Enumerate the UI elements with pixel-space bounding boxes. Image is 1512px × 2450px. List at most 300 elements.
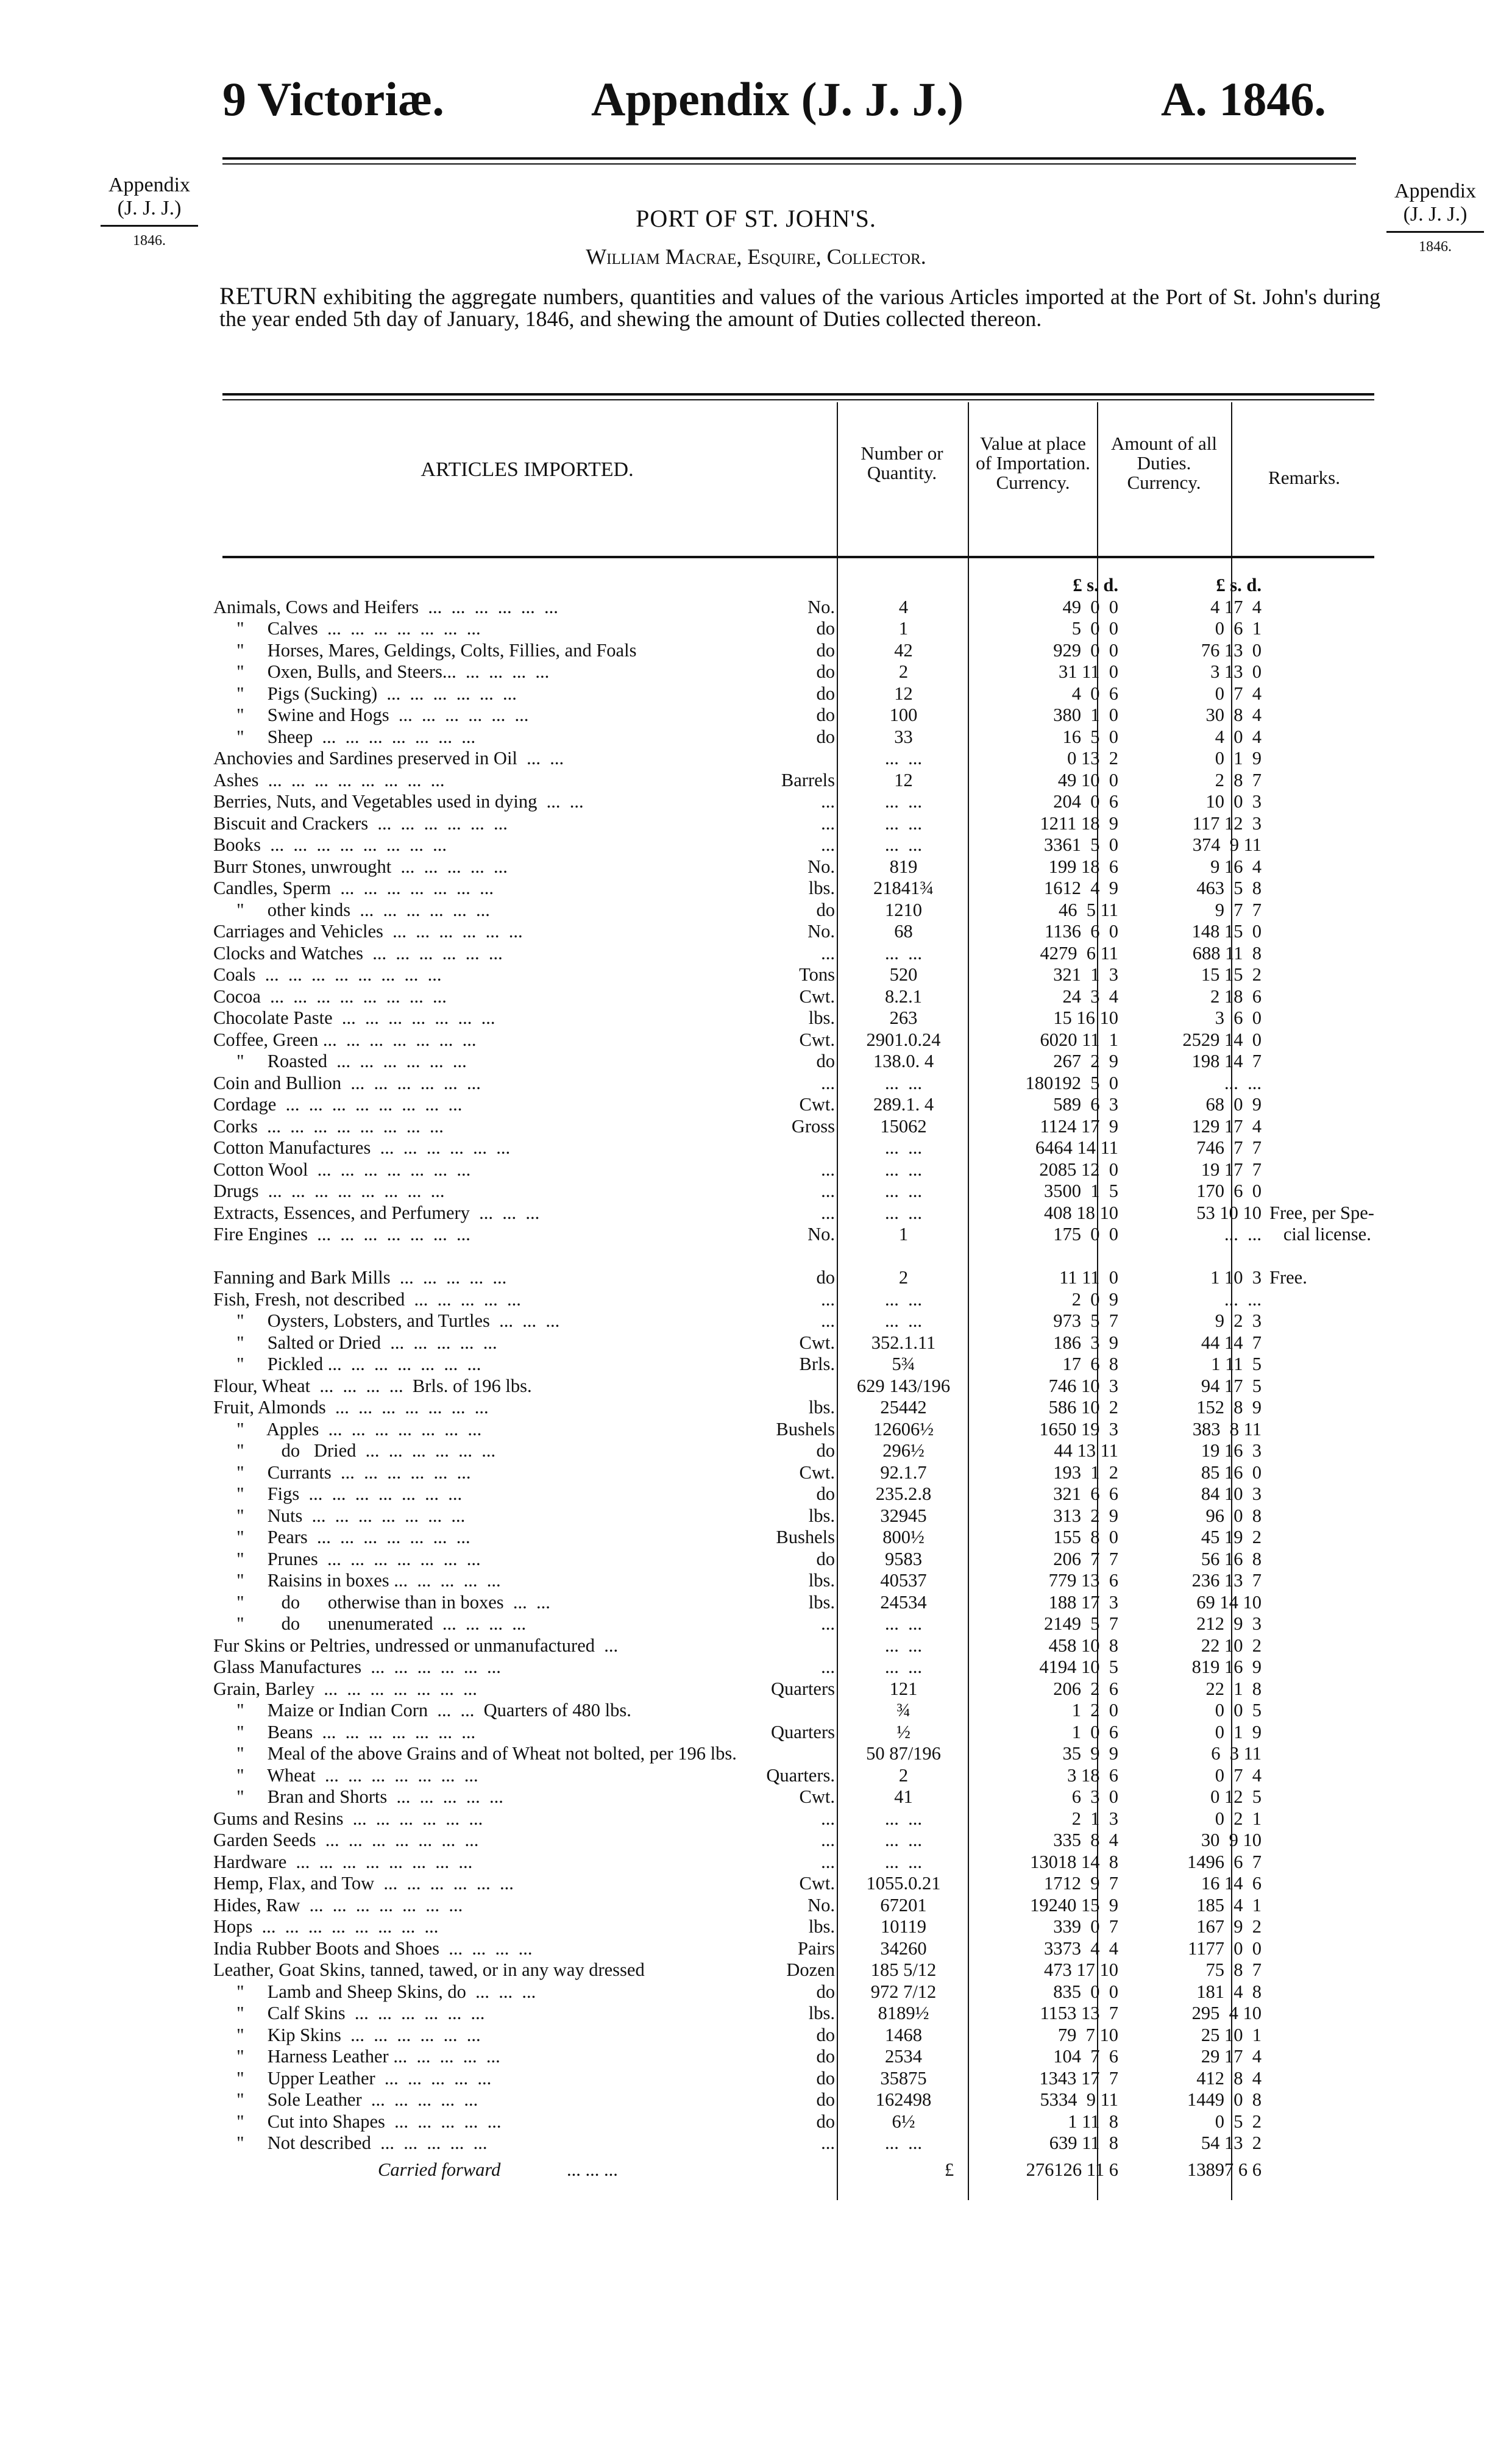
article-name: Hides, Raw ... ... ... ... ... ... ...: [213, 1894, 463, 1916]
article-name: " Apples ... ... ... ... ... ... ...: [213, 1418, 482, 1440]
article-quantity: 8.2.1: [885, 985, 922, 1007]
article-quantity: 6½: [892, 2111, 915, 2132]
table-row: [213, 1916, 1377, 1938]
article-duties: 0 1 9: [1215, 1721, 1262, 1742]
article-duties: 0 12 5: [1210, 1786, 1262, 1807]
article-unit: ...: [821, 1808, 835, 1829]
article-quantity: 352.1.11: [871, 1332, 936, 1353]
article-quantity: ... ...: [885, 1613, 922, 1634]
table-row: [213, 1678, 1377, 1700]
article-name: " Cut into Shapes ... ... ... ... ...: [213, 2111, 502, 2132]
table-row: [213, 1029, 1377, 1051]
margin-left-year: 1846.: [101, 225, 198, 252]
article-duties: 16 14 6: [1201, 1873, 1262, 1894]
article-duties: 10 0 3: [1205, 791, 1262, 812]
table-row: [213, 705, 1377, 726]
table-row: [213, 1635, 1377, 1657]
article-quantity: 12606½: [873, 1418, 934, 1440]
table-row: [213, 2132, 1377, 2154]
article-quantity: ... ...: [885, 1830, 922, 1850]
article-duties: 85 16 0: [1201, 1461, 1262, 1483]
table-row: [213, 2003, 1377, 2025]
table-row: [213, 2068, 1377, 2090]
return-text: exhibiting the aggregate numbers, quantities and values of the various Articles imported at the Port of St. John's during the year ended 5th day of January, 1846, and shewing the amount of Duties collected thereon.: [219, 285, 1380, 331]
header-rule-top: [222, 157, 1356, 160]
table-row: [213, 1181, 1377, 1202]
article-duties: 30 9 10: [1201, 1830, 1262, 1850]
article-name: " Sheep ... ... ... ... ... ... ...: [213, 726, 476, 747]
table-row: [213, 1700, 1377, 1722]
article-quantity: ... ...: [885, 942, 922, 964]
table-row: [213, 921, 1377, 943]
article-name: " Meal of the above Grains and of Wheat not bolted, per 196 lbs.: [213, 1743, 737, 1764]
article-quantity: 263: [889, 1007, 918, 1028]
article-duties: 0 7 4: [1215, 683, 1262, 704]
table-row: [213, 1224, 1377, 1246]
article-unit: do: [816, 2046, 835, 2067]
article-duties: 0 0 5: [1215, 1700, 1262, 1720]
article-value: 1 2 0: [1071, 1700, 1118, 1720]
article-value: 929 0 0: [1053, 639, 1118, 661]
table-row: [213, 1462, 1377, 1484]
article-unit: Cwt.: [799, 1786, 835, 1807]
article-name: " Roasted ... ... ... ... ... ...: [213, 1051, 467, 1071]
article-duties: 9 16 4: [1210, 856, 1262, 877]
article-value: 46 5 11: [1059, 899, 1118, 920]
article-value: 408 18 10: [1044, 1202, 1118, 1223]
article-name: " Currants ... ... ... ... ... ...: [213, 1461, 471, 1483]
table-row: [213, 1743, 1377, 1765]
article-unit: ...: [821, 1613, 835, 1634]
article-quantity: ... ...: [885, 1851, 922, 1872]
article-duties: 212 9 3: [1196, 1613, 1262, 1634]
table-row: [213, 1267, 1377, 1289]
article-value: 31 11 0: [1059, 661, 1118, 682]
article-unit: do: [816, 2067, 835, 2089]
article-name: Coffee, Green ... ... ... ... ... ... ...: [213, 1029, 477, 1050]
table-rule-top: [222, 393, 1374, 396]
article-value: 339 0 7: [1053, 1916, 1118, 1937]
duties-currency: £ s. d.: [1216, 575, 1262, 595]
article-quantity: 100: [889, 705, 918, 725]
article-duties: 68 0 9: [1205, 1094, 1262, 1115]
article-name: Corks ... ... ... ... ... ... ... ...: [213, 1115, 444, 1137]
article-unit: Gross: [791, 1115, 835, 1137]
article-quantity: 2: [898, 1267, 909, 1288]
article-quantity: ... ...: [885, 1635, 922, 1656]
article-unit: No.: [807, 856, 835, 877]
article-quantity: 21841¾: [873, 878, 934, 898]
table-row: [213, 834, 1377, 856]
table-row: [213, 943, 1377, 965]
article-duties: 117 12 3: [1192, 812, 1262, 834]
article-name: Books ... ... ... ... ... ... ... ...: [213, 834, 447, 855]
article-value: 1343 17 7: [1039, 2067, 1118, 2089]
table-row: [213, 900, 1377, 921]
article-value: 104 7 6: [1053, 2046, 1118, 2067]
table-row: [213, 1549, 1377, 1571]
table-row: [213, 661, 1377, 683]
table-row: [213, 1613, 1377, 1635]
carried-forward-dots: ... ... ...: [567, 2159, 618, 2180]
article-unit: do: [816, 661, 835, 682]
article-value: 586 10 2: [1048, 1397, 1118, 1418]
article-unit: Dozen: [786, 1959, 835, 1980]
article-duties: 1449 0 8: [1187, 2089, 1262, 2110]
article-duties: ... ...: [1224, 1072, 1262, 1093]
article-value: 4 0 6: [1071, 683, 1118, 704]
table-row: [213, 1938, 1377, 1960]
article-unit: No.: [807, 1894, 835, 1916]
article-value: 206 7 7: [1053, 1548, 1118, 1569]
article-name: " Nuts ... ... ... ... ... ... ...: [213, 1505, 466, 1526]
article-duties: 198 14 7: [1191, 1051, 1262, 1071]
article-value: 2149 5 7: [1044, 1613, 1118, 1634]
article-quantity: ½: [896, 1721, 910, 1742]
article-unit: No.: [807, 596, 835, 617]
article-duties: 383 8 11: [1192, 1418, 1262, 1440]
article-name: Clocks and Watches ... ... ... ... ... ...: [213, 942, 503, 964]
article-name: " Swine and Hogs ... ... ... ... ... ...: [213, 705, 529, 725]
article-duties: 148 15 0: [1191, 921, 1262, 942]
article-duties: 4 0 4: [1215, 726, 1262, 747]
article-name: " Pigs (Sucking) ... ... ... ... ... ...: [213, 683, 517, 704]
article-name: Fish, Fresh, not described ... ... ... ... ...: [213, 1288, 521, 1310]
article-duties: 22 1 8: [1205, 1678, 1262, 1699]
article-duties: 56 16 8: [1201, 1548, 1262, 1569]
article-duties: 75 8 7: [1205, 1959, 1262, 1980]
article-unit: ...: [821, 812, 835, 834]
article-quantity: 1: [898, 1224, 909, 1245]
article-unit: ...: [821, 1830, 835, 1850]
article-name: Berries, Nuts, and Vegetables used in dying ... ...: [213, 791, 584, 812]
margin-right-line2: (J. J. J.): [1403, 203, 1468, 225]
article-unit: Pairs: [798, 1937, 835, 1959]
article-value: 5334 9 11: [1040, 2089, 1118, 2110]
article-duties: 9 2 3: [1215, 1310, 1262, 1331]
article-unit: Quarters: [770, 1721, 835, 1742]
article-name: " Not described ... ... ... ... ...: [213, 2132, 488, 2153]
article-value: 639 11 8: [1049, 2132, 1118, 2153]
value-currency: £ s. d.: [1073, 575, 1118, 595]
article-value: 6464 14 11: [1035, 1137, 1118, 1158]
article-quantity: ... ...: [885, 1137, 922, 1158]
article-unit: Quarters: [770, 1678, 835, 1699]
article-value: 1 0 6: [1071, 1721, 1118, 1742]
article-value: 175 0 0: [1053, 1224, 1118, 1245]
table-rule-top-thin: [222, 399, 1374, 400]
article-remarks: Free.: [1269, 1267, 1307, 1288]
article-quantity: 289.1. 4: [873, 1094, 934, 1115]
article-duties: 463 5 8: [1196, 878, 1262, 898]
article-value: 0 13 2: [1067, 748, 1118, 769]
article-unit: ...: [821, 2132, 835, 2153]
article-unit: ...: [821, 1310, 835, 1331]
article-value: 746 10 3: [1048, 1375, 1118, 1396]
margin-left-line2: (J. J. J.): [117, 197, 182, 219]
article-quantity: 162498: [875, 2089, 932, 2110]
table-row: [213, 1137, 1377, 1159]
table-row: [213, 2111, 1377, 2133]
table-row: [213, 1376, 1377, 1397]
table-row: [213, 1289, 1377, 1311]
article-quantity: ... ...: [885, 1181, 922, 1201]
article-duties: 9 7 7: [1215, 899, 1262, 920]
table-row: [213, 1895, 1377, 1917]
article-value: 199 18 6: [1048, 856, 1118, 877]
table-row: [213, 1116, 1377, 1138]
article-unit: do: [816, 618, 835, 639]
article-unit: do: [816, 705, 835, 725]
article-value: 13018 14 8: [1030, 1851, 1118, 1872]
article-rows: [213, 597, 1377, 2154]
article-quantity: 296½: [882, 1440, 925, 1461]
article-duties: 185 4 1: [1196, 1894, 1262, 1916]
article-duties: 1 10 3: [1210, 1267, 1262, 1288]
article-quantity: 4: [898, 596, 909, 617]
article-name: Coin and Bullion ... ... ... ... ... ...: [213, 1072, 481, 1093]
article-duties: 2 8 7: [1215, 769, 1262, 790]
article-value: 11 11 0: [1059, 1267, 1118, 1288]
article-value: 44 13 11: [1054, 1440, 1118, 1461]
article-unit: ...: [821, 942, 835, 964]
table-row: [213, 2046, 1377, 2068]
table-row: [213, 1786, 1377, 1808]
article-value: 1211 18 9: [1040, 812, 1118, 834]
table-row: [213, 618, 1377, 640]
article-value: 19240 15 9: [1030, 1894, 1118, 1916]
table-row: [213, 964, 1377, 986]
article-duties: 3 6 0: [1215, 1007, 1262, 1028]
table-row: [213, 986, 1377, 1008]
table-row: [213, 1310, 1377, 1332]
article-duties: 819 16 9: [1191, 1656, 1262, 1677]
table-row: [213, 1852, 1377, 1873]
article-value: 17 6 8: [1062, 1354, 1118, 1374]
article-name: Fruit, Almonds ... ... ... ... ... ... ...: [213, 1397, 489, 1418]
article-quantity: ... ...: [885, 1656, 922, 1677]
table-row: [213, 1808, 1377, 1830]
table-row: [213, 2025, 1377, 2047]
article-quantity: 1210: [885, 899, 922, 920]
article-value: 5 0 0: [1071, 618, 1118, 639]
article-unit: do: [816, 2089, 835, 2110]
article-value: 206 2 6: [1053, 1678, 1118, 1699]
article-name: " Pickled ... ... ... ... ... ... ...: [213, 1354, 481, 1374]
article-duties: 167 9 2: [1196, 1916, 1262, 1937]
article-quantity: 40537: [880, 1570, 927, 1591]
article-quantity: ... ...: [885, 748, 922, 769]
article-duties: 6 3 11: [1211, 1743, 1262, 1764]
table-row: [213, 1873, 1377, 1895]
table-row: [213, 1570, 1377, 1592]
article-quantity: ... ...: [885, 2132, 922, 2153]
table-row: [213, 640, 1377, 662]
article-quantity: ¾: [896, 1700, 910, 1720]
article-name: Burr Stones, unwrought ... ... ... ... ...: [213, 856, 508, 877]
article-duties: 19 17 7: [1201, 1159, 1262, 1180]
article-duties: 1177 0 0: [1188, 1937, 1262, 1959]
col-value: Value at place of Importation. Currency.: [976, 433, 1090, 493]
article-value: 835 0 0: [1053, 1981, 1118, 2002]
article-duties: 30 8 4: [1205, 705, 1262, 725]
article-unit: Cwt.: [799, 1094, 835, 1115]
article-quantity: 15062: [880, 1115, 927, 1137]
article-quantity: 25442: [880, 1397, 927, 1418]
article-unit: Tons: [799, 964, 835, 985]
table-row: [213, 597, 1377, 619]
article-quantity: 67201: [880, 1894, 927, 1916]
article-name: Glass Manufactures ... ... ... ... ... ...: [213, 1656, 501, 1677]
article-name: " Oxen, Bulls, and Steers... ... ... ... ...: [213, 661, 550, 682]
return-description: [219, 282, 1380, 331]
col-quantity: Number or Quantity.: [861, 442, 943, 483]
margin-right-year: 1846.: [1386, 231, 1484, 258]
article-duties: 25 10 1: [1201, 2024, 1262, 2045]
article-unit: lbs.: [808, 2003, 835, 2023]
article-unit: No.: [807, 921, 835, 942]
article-quantity: 33: [894, 726, 913, 747]
article-name: " Pears ... ... ... ... ... ... ...: [213, 1527, 470, 1547]
article-duties: 4 17 4: [1210, 596, 1262, 617]
article-unit: do: [816, 2024, 835, 2045]
article-duties: 69 14 10: [1196, 1591, 1262, 1613]
table-row: [213, 683, 1377, 705]
article-duties: 84 10 3: [1201, 1483, 1262, 1504]
article-quantity: 1: [898, 618, 909, 639]
article-unit: ...: [821, 1159, 835, 1180]
article-quantity: 185 5/12: [870, 1959, 937, 1980]
article-name: Anchovies and Sardines preserved in Oil ... ...: [213, 748, 564, 769]
table-row: [213, 1765, 1377, 1787]
article-name: Animals, Cows and Heifers ... ... ... ... ... ...: [213, 596, 558, 617]
article-value: 4279 6 11: [1040, 942, 1118, 964]
table-row: [213, 1246, 1377, 1268]
article-name: " Harness Leather ... ... ... ... ...: [213, 2046, 500, 2067]
article-unit: ...: [821, 1072, 835, 1093]
article-unit: ...: [821, 1288, 835, 1310]
article-value: 335 8 4: [1053, 1830, 1118, 1850]
col-duties: Amount of all Duties. Currency.: [1111, 433, 1217, 493]
carried-forward-label: Carried forward: [378, 2159, 501, 2180]
article-value: 49 10 0: [1057, 769, 1118, 790]
article-duties: 94 17 5: [1201, 1375, 1262, 1396]
article-name: Cocoa ... ... ... ... ... ... ... ...: [213, 985, 447, 1007]
article-quantity: ... ...: [885, 1310, 922, 1331]
article-name: Candles, Sperm ... ... ... ... ... ... ...: [213, 878, 494, 898]
article-unit: Cwt.: [799, 1873, 835, 1894]
article-duties: 44 14 7: [1201, 1332, 1262, 1353]
article-unit: No.: [807, 1224, 835, 1245]
article-unit: ...: [821, 1202, 835, 1223]
collector-name: William Macrae, Esquire, Collector.: [586, 244, 926, 269]
article-quantity: 24534: [880, 1591, 927, 1613]
table-row: [213, 1354, 1377, 1376]
table-row: [213, 1592, 1377, 1614]
article-quantity: 42: [894, 639, 913, 661]
article-remarks: cial license.: [1269, 1224, 1371, 1245]
article-unit: Cwt.: [799, 1029, 835, 1050]
table-row: [213, 770, 1377, 792]
article-name: " Sole Leather ... ... ... ... ...: [213, 2089, 478, 2110]
article-duties: ... ...: [1224, 1288, 1262, 1310]
article-name: Cotton Manufactures ... ... ... ... ... ...: [213, 1137, 511, 1158]
port-title: PORT OF ST. JOHN'S.: [636, 205, 876, 232]
article-value: 186 3 9: [1053, 1332, 1118, 1353]
table-row: [213, 1830, 1377, 1852]
article-duties: 181 4 8: [1196, 1981, 1262, 2002]
article-unit: do: [816, 1483, 835, 1504]
article-value: 49 0 0: [1062, 596, 1118, 617]
article-quantity: 2: [898, 1764, 909, 1786]
article-duties: 76 13 0: [1201, 639, 1262, 661]
article-unit: lbs.: [808, 1505, 835, 1526]
return-word: RETURN: [219, 282, 317, 310]
article-quantity: 235.2.8: [875, 1483, 932, 1504]
article-unit: Cwt.: [799, 985, 835, 1007]
article-unit: Quarters.: [766, 1764, 835, 1786]
article-unit: lbs.: [808, 1397, 835, 1418]
article-quantity: 972 7/12: [870, 1981, 937, 2002]
article-name: " do otherwise than in boxes ... ...: [213, 1591, 550, 1613]
article-name: Drugs ... ... ... ... ... ... ... ...: [213, 1181, 445, 1201]
article-quantity: 92.1.7: [880, 1461, 927, 1483]
article-quantity: 34260: [880, 1937, 927, 1959]
article-value: 193 1 2: [1053, 1461, 1118, 1483]
table-row: [213, 1722, 1377, 1744]
header-year: A. 1846.: [1161, 73, 1326, 126]
table-row: [213, 1073, 1377, 1095]
table-row: [213, 1505, 1377, 1527]
article-unit: do: [816, 639, 835, 661]
article-duties: 0 2 1: [1215, 1808, 1262, 1829]
article-quantity: 9583: [885, 1548, 922, 1569]
article-value: 1650 19 3: [1039, 1418, 1118, 1440]
article-value: 380 1 0: [1053, 705, 1118, 725]
article-value: 589 6 3: [1053, 1094, 1118, 1115]
article-duties: 0 1 9: [1215, 748, 1262, 769]
col-remarks: Remarks.: [1268, 467, 1340, 488]
article-unit: lbs.: [808, 1007, 835, 1028]
article-quantity: 68: [894, 921, 913, 942]
article-name: " do Dried ... ... ... ... ... ...: [213, 1440, 496, 1461]
article-quantity: 35875: [880, 2067, 927, 2089]
article-quantity: 1055.0.21: [866, 1873, 941, 1894]
article-name: Grain, Barley ... ... ... ... ... ... ...: [213, 1678, 477, 1699]
header-appendix: Appendix (J. J. J.): [591, 73, 964, 126]
currency-header-row: [213, 575, 1377, 597]
article-value: 2085 12 0: [1039, 1159, 1118, 1180]
article-duties: 129 17 4: [1191, 1115, 1262, 1137]
article-duties: 15 15 2: [1201, 964, 1262, 985]
article-unit: do: [816, 1548, 835, 1569]
margin-left-line1: Appendix: [108, 174, 191, 196]
article-duties: 53 10 10: [1196, 1202, 1262, 1223]
article-duties: 19 16 3: [1201, 1440, 1262, 1461]
article-name: Garden Seeds ... ... ... ... ... ... ...: [213, 1830, 479, 1850]
table-row: [213, 791, 1377, 813]
article-name: " Prunes ... ... ... ... ... ... ...: [213, 1548, 481, 1569]
article-quantity: 138.0. 4: [873, 1051, 934, 1071]
article-quantity: 2534: [885, 2046, 922, 2067]
article-duties: 412 8 4: [1196, 2067, 1262, 2089]
article-value: 35 9 9: [1062, 1743, 1118, 1764]
carried-forward-row: [213, 2159, 1377, 2181]
article-name: Biscuit and Crackers ... ... ... ... ... ...: [213, 812, 508, 834]
article-value: 188 17 3: [1048, 1591, 1118, 1613]
carried-forward-currency: £: [945, 2159, 954, 2180]
article-unit: Cwt.: [799, 1461, 835, 1483]
